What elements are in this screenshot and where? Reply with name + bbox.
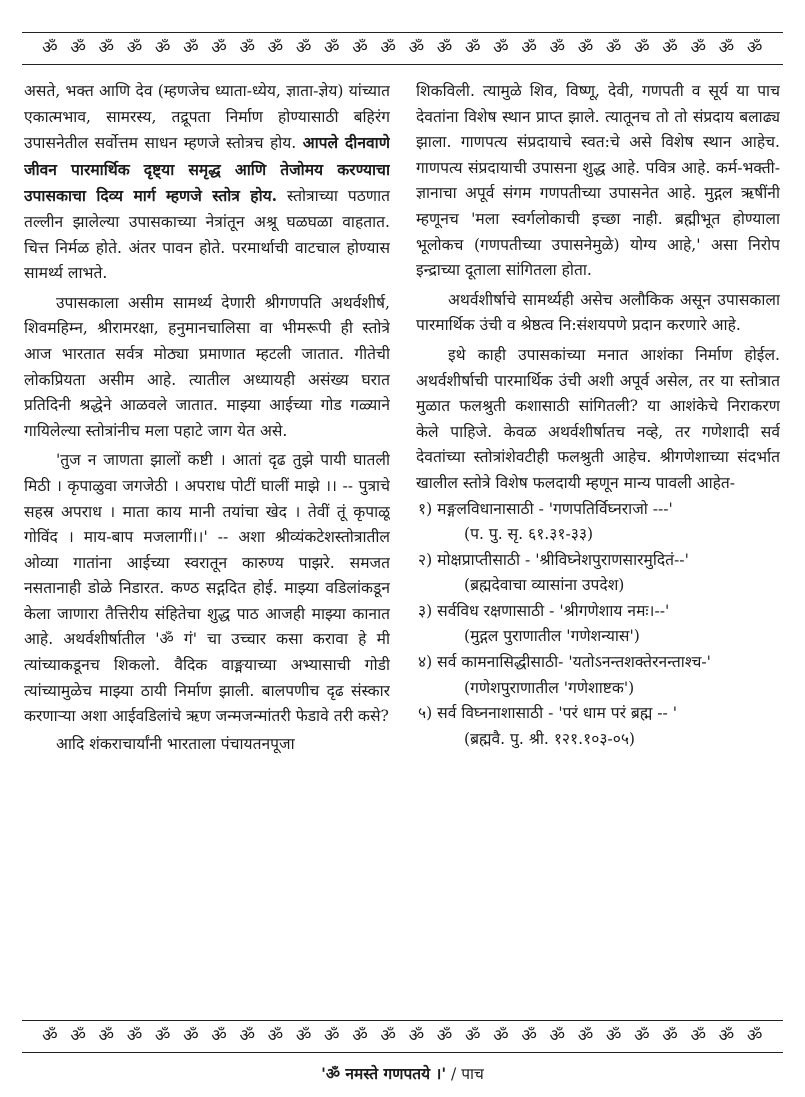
om-symbol-icon: ॐ [605,1026,622,1046]
om-symbol-icon: ॐ [70,1026,87,1046]
om-symbol-icon: ॐ [549,38,566,58]
om-symbol-icon: ॐ [239,1026,256,1046]
om-symbol-icon: ॐ [718,38,735,58]
om-symbol-icon: ॐ [690,1026,707,1046]
om-symbol-icon: ॐ [126,38,143,58]
om-symbol-icon: ॐ [493,1026,510,1046]
list-item-reference: (प. पु. सृ. ६१.३१-३३) [464,525,594,544]
left-paragraph-1 [24,79,390,287]
om-symbol-icon: ॐ [662,38,679,58]
om-symbol-icon: ॐ [464,38,481,58]
om-symbol-icon: ॐ [267,1026,284,1046]
footer-rule-bottom [22,1052,783,1053]
left-p1-text-a: असते, भक्त आणि देव (म्हणजेच ध्याता-ध्येय, ज्ञाता-ज्ञेय) यांच्यात एकात्मभाव, सामरस्य, तद्रूपता निर्माण होण्यासाठी बहिरंग उपासनेतील सर्वोत्तम साधन म्हणजे स्तोत्रच होय. [24,82,390,153]
om-symbol-icon: ॐ [746,38,763,58]
om-symbol-icon: ॐ [295,1026,312,1046]
left-p1-bold-text: आपले दीनवाणे जीवन पारमार्थिक दृष्ट्या समृद्ध आणि तेजोमय करण्याचा उपासकाचा दिव्य मार्ग म्हणजे स्तोत्र होय. [24,133,390,206]
om-symbol-icon: ॐ [634,38,651,58]
om-symbol-icon: ॐ [577,38,594,58]
page-footer [0,1062,805,1086]
footer-separator: / [446,1065,462,1083]
om-symbol-icon: ॐ [42,38,59,58]
right-paragraph-3: इथे काही उपासकांच्या मनात आशंका निर्माण होईल. अथर्वशीर्षाची पारमार्थिक उंची अशी अपूर्व असेल, तर या स्तोत्रात मुळात फलश्रुती कशासाठी सांगितली? या आशंकेचे निराकरण केले पाहिजे. केवळ अथर्वशीर्षातच नव्हे, तर गणेशादी सर्व देवतांच्या स्तोत्रांशेवटीही फलश्रुती आहेच. श्रीगणेशाच्या संदर्भात खालील स्तोत्रे विशेष फलदायी म्हणून मान्य पावली आहेत- [416,345,780,492]
om-symbol-icon: ॐ [662,1026,679,1046]
right-column [416,79,780,1017]
om-symbol-icon: ॐ [183,38,200,58]
om-symbol-icon: ॐ [352,1026,369,1046]
om-symbol-icon: ॐ [380,1026,397,1046]
page-number: पाच [461,1065,484,1083]
left-paragraph-4: आदि शंकराचार्यांनी भारताला पंचायतनपूजा [56,734,295,753]
right-paragraph-2: अथर्वशीर्षाचे सामर्थ्यही असेच अलौकिक असून उपासकाला पारमार्थिक उंची व श्रेष्ठत्व नि:संशयपणे प्रदान करणारे आहे. [416,290,780,335]
om-symbol-icon: ॐ [211,1026,228,1046]
om-symbol-icon: ॐ [634,1026,651,1046]
om-symbol-icon: ॐ [521,38,538,58]
list-item: १) मङ्गलविधानासाठी - 'गणपतिर्विघ्नराजो ---' [418,499,673,518]
om-symbol-icon: ॐ [98,38,115,58]
om-symbol-icon: ॐ [239,38,256,58]
om-symbol-icon: ॐ [464,1026,481,1046]
om-symbol-icon: ॐ [154,1026,171,1046]
left-paragraph-2: उपासकाला असीम सामर्थ्य देणारी श्रीगणपति अथर्वशीर्ष, शिवमहिम्न, श्रीरामरक्षा, हनुमानचालिसा वा भीमरूपी ही स्तोत्रे आज भारतात सर्वत्र मोठ्या प्रमाणात म्हटली जातात. गीतेची लोकप्रियता असीम आहे. त्यातील अध्यायही असंख्य घरात प्रतिदिनी श्रद्धेने आळवले जातात. माझ्या आईच्या गोड गळ्याने गायिलेल्या स्तोत्रांनीच मला पहाटे जाग येत असे. [24,293,390,440]
list-item: २) मोक्षप्राप्तीसाठी - 'श्रीविघ्नेशपुराणसारमुदितं--' [418,550,689,569]
om-symbol-icon: ॐ [42,1026,59,1046]
header-rule-bottom [22,64,783,65]
om-symbol-icon: ॐ [436,38,453,58]
om-symbol-icon: ॐ [718,1026,735,1046]
list-item-reference: (मुद्गल पुराणातील 'गणेशन्यास') [464,627,640,646]
om-symbol-icon: ॐ [549,1026,566,1046]
om-symbol-icon: ॐ [690,38,707,58]
om-symbol-icon: ॐ [436,1026,453,1046]
list-item: ५) सर्व विघ्ननाशासाठी - 'परं धाम परं ब्रह्म -- ' [418,704,678,723]
list-item: ३) सर्वविध रक्षणासाठी - 'श्रीगणेशाय नमः।--' [418,601,670,620]
om-symbol-icon: ॐ [408,1026,425,1046]
list-item: ४) सर्व कामनासिद्धीसाठी- 'यतोऽनन्तशक्तेरनन्ताश्च-' [418,653,711,672]
phalashruti-list [416,497,780,753]
om-symbol-icon: ॐ [211,38,228,58]
om-symbol-icon: ॐ [70,38,87,58]
om-symbol-icon: ॐ [126,1026,143,1046]
om-symbol-icon: ॐ [521,1026,538,1046]
left-p1-text-b: स्तोत्राच्या पठणात तल्लीन झालेल्या उपासकाच्या नेत्रांतून अश्रू घळघळा वाहतात. चित्त निर्मळ होते. अंतर पावन होते. परमार्थाची वाटचाल होण्यास सामर्थ्य लाभते. [24,187,390,283]
left-column [24,79,390,1017]
om-symbol-icon: ॐ [267,38,284,58]
om-symbol-icon: ॐ [352,38,369,58]
om-symbol-icon: ॐ [183,1026,200,1046]
footer-om-band [22,1021,783,1051]
header-om-band [22,33,783,63]
om-symbol-icon: ॐ [324,38,341,58]
left-paragraph-3: 'तुज न जाणता झालों कष्टी । आतां दृढ तुझे पायी घातली मिठी । कृपाळुवा जगजेठी । अपराध पोटीं घालीं माझे ।। -- पुत्राचे सहस्र अपराध । माता काय मानी तयांचा खेद । तेवीं तूं कृपाळू गोविंद । माय-बाप मजलागीं।।' -- अशा श्रीव्यंकटेशस्तोत्रातील ओव्या गातांना आईच्या स्वरातून कारुण्य पाझरे. समजत नसतानाही डोळे निडारत. कण्ठ सद्गदित होई. माझ्या वडिलांकडून केला जाणारा तैत्तिरीय संहितेचा शुद्ध पाठ आजही माझ्या कानात आहे. अथर्वशीर्षातील 'ॐ गं' चा उच्चार कसा करावा हे मी त्यांच्याकडूनच शिकलो. वैदिक वाङ्मयाच्या अभ्यासाची गोडी त्यांच्यामुळेच माझ्या ठायी निर्माण झाली. बालपणीच दृढ संस्कार करणाऱ्या अशा आईवडिलांचे ऋण जन्मजन्मांतरी फेडावे तरी कसे? [24,451,390,726]
om-symbol-icon: ॐ [324,1026,341,1046]
right-paragraph-1: शिकविली. त्यामुळे शिव, विष्णू, देवी, गणपती व सूर्य या पाच देवतांना विशेष स्थान प्राप्त झाले. त्यातूनच तो तो संप्रदाय बलाढ्य झाला. गाणपत्य संप्रदायाचे स्वत:चे असे विशेष स्थान आहेच. गाणपत्य संप्रदायाची उपासना शुद्ध आहे. पवित्र आहे. कर्म-भक्ती-ज्ञानाचा अपूर्व संगम गणपतीच्या उपासनेत आहे. मुद्गल ऋषींनी म्हणूनच 'मला स्वर्गलोकाची इच्छा नाही. ब्रह्मीभूत होण्याला भूलोकच (गणपतीच्या उपासनेमुळे) योग्य आहे,' असा निरोप इन्द्राच्या दूताला सांगितला होता. [416,82,780,280]
om-symbol-icon: ॐ [295,38,312,58]
om-symbol-icon: ॐ [408,38,425,58]
om-symbol-icon: ॐ [98,1026,115,1046]
om-symbol-icon: ॐ [493,38,510,58]
list-item-reference: (गणेशपुराणातील 'गणेशाष्टक') [464,678,635,697]
om-symbol-icon: ॐ [154,38,171,58]
list-item-reference: (ब्रह्मदेवाचा व्यासांना उपदेश) [464,576,625,595]
om-symbol-icon: ॐ [746,1026,763,1046]
om-symbol-icon: ॐ [605,38,622,58]
list-item-reference: (ब्रह्मवै. पु. श्री. १२१.१०३-०५) [464,729,636,748]
footer-quote: 'ॐ नमस्ते गणपतये ।' [321,1064,447,1083]
om-symbol-icon: ॐ [577,1026,594,1046]
om-symbol-icon: ॐ [380,38,397,58]
